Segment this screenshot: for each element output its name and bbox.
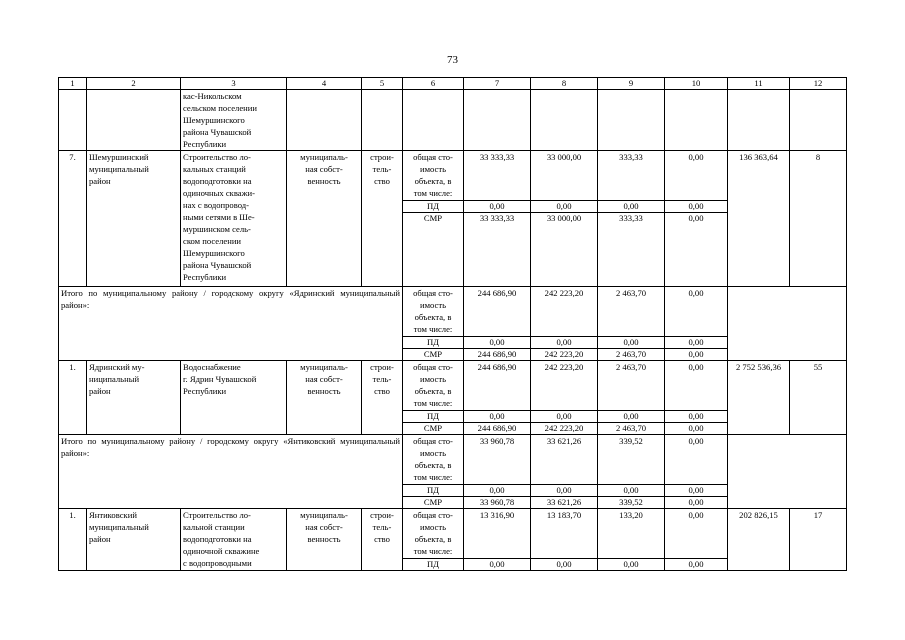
ownership-cell: муниципаль- ная собст- венность — [287, 151, 362, 287]
cost-label: общая сто- имость объекта, в том числе: — [403, 361, 464, 411]
header-cell: 4 — [287, 78, 362, 90]
value-cell: 8 — [790, 151, 847, 287]
value-cell: 0,00 — [665, 201, 728, 213]
value-cell: 33 960,78 — [464, 497, 531, 509]
object-name-cell: Строительство ло- кальной станции водоподготовки на одиночной скважине с водопроводными — [181, 509, 287, 571]
table-row — [59, 435, 847, 485]
value-cell: 202 826,15 — [728, 509, 790, 571]
value-cell: 33 333,33 — [464, 213, 531, 287]
value-cell: 333,33 — [598, 151, 665, 201]
value-cell: 244 686,90 — [464, 423, 531, 435]
row-number: 1. — [59, 361, 87, 435]
value-cell: 339,52 — [598, 435, 665, 485]
work-type-cell: строи- тель- ство — [362, 361, 403, 435]
value-cell: 2 463,70 — [598, 349, 665, 361]
value-cell: 0,00 — [531, 559, 598, 571]
cost-label: ПД — [403, 337, 464, 349]
value-cell: 33 000,00 — [531, 151, 598, 201]
header-cell: 5 — [362, 78, 403, 90]
header-cell: 3 — [181, 78, 287, 90]
value-cell: 136 363,64 — [728, 151, 790, 287]
value-cell: 0,00 — [598, 337, 665, 349]
ownership-cell: муниципаль- ная собст- венность — [287, 361, 362, 435]
value-cell: 33 333,33 — [464, 151, 531, 201]
value-cell: 242 223,20 — [531, 287, 598, 337]
cost-label: общая сто- имость объекта, в том числе: — [403, 287, 464, 337]
investment-table — [58, 77, 847, 571]
total-label: Итого по муниципальному району / городскому округу «Янтиковский муниципальный район»: — [59, 435, 403, 509]
row-number: 7. — [59, 151, 87, 287]
work-type-cell: строи- тель- ство — [362, 509, 403, 571]
value-cell: 2 752 536,36 — [728, 361, 790, 435]
header-cell: 12 — [790, 78, 847, 90]
object-name-cell: Водоснабжение г. Ядрин Чувашской Республики — [181, 361, 287, 435]
work-type-cell: строи- тель- ство — [362, 151, 403, 287]
value-cell: 0,00 — [464, 485, 531, 497]
value-cell: 0,00 — [531, 485, 598, 497]
value-cell: 2 463,70 — [598, 287, 665, 337]
value-cell: 0,00 — [665, 287, 728, 337]
cost-label: общая сто- имость объекта, в том числе: — [403, 435, 464, 485]
value-cell: 0,00 — [531, 201, 598, 213]
value-cell: 339,52 — [598, 497, 665, 509]
header-cell: 1 — [59, 78, 87, 90]
table-row — [59, 90, 847, 151]
value-cell: 0,00 — [598, 201, 665, 213]
value-cell: 0,00 — [531, 337, 598, 349]
cost-label: СМР — [403, 423, 464, 435]
value-cell: 244 686,90 — [464, 361, 531, 411]
table-row — [59, 361, 847, 411]
table-row — [59, 287, 847, 337]
value-cell: 13 316,90 — [464, 509, 531, 559]
cost-label: ПД — [403, 559, 464, 571]
header-cell: 6 — [403, 78, 464, 90]
value-cell: 244 686,90 — [464, 287, 531, 337]
value-cell: 0,00 — [464, 337, 531, 349]
value-cell: 242 223,20 — [531, 349, 598, 361]
cost-label: СМР — [403, 497, 464, 509]
row-number: 1. — [59, 509, 87, 571]
value-cell: 242 223,20 — [531, 423, 598, 435]
value-cell: 2 463,70 — [598, 423, 665, 435]
table-row — [59, 151, 847, 201]
header-cell: 8 — [531, 78, 598, 90]
cost-label: ПД — [403, 411, 464, 423]
header-cell: 2 — [87, 78, 181, 90]
cost-label: ПД — [403, 201, 464, 213]
district-cell: Шемуршинский муниципальный район — [87, 151, 181, 287]
header-cell: 9 — [598, 78, 665, 90]
cost-label: общая сто- имость объекта, в том числе: — [403, 509, 464, 559]
value-cell: 244 686,90 — [464, 349, 531, 361]
header-cell: 7 — [464, 78, 531, 90]
value-cell: 0,00 — [665, 559, 728, 571]
value-cell: 0,00 — [665, 411, 728, 423]
value-cell: 0,00 — [598, 411, 665, 423]
value-cell: 0,00 — [598, 485, 665, 497]
value-cell: 0,00 — [665, 349, 728, 361]
value-cell: 0,00 — [665, 337, 728, 349]
value-cell: 0,00 — [464, 201, 531, 213]
value-cell: 0,00 — [665, 497, 728, 509]
value-cell: 17 — [790, 509, 847, 571]
cost-label: СМР — [403, 213, 464, 287]
total-label: Итого по муниципальному району / городскому округу «Ядринский муниципальный район»: — [59, 287, 403, 361]
value-cell: 0,00 — [665, 435, 728, 485]
value-cell: 0,00 — [665, 213, 728, 287]
header-cell: 11 — [728, 78, 790, 90]
value-cell: 0,00 — [464, 411, 531, 423]
value-cell: 0,00 — [665, 509, 728, 559]
value-cell: 33 621,26 — [531, 435, 598, 485]
header-cell: 10 — [665, 78, 728, 90]
cost-label: общая сто- имость объекта, в том числе: — [403, 151, 464, 201]
page-number: 73 — [447, 54, 458, 66]
cost-label: СМР — [403, 349, 464, 361]
value-cell: 13 183,70 — [531, 509, 598, 559]
value-cell: 0,00 — [598, 559, 665, 571]
object-name-cell: кас-Никольском сельском поселении Шемуршинского района Чувашской Республики — [181, 90, 287, 151]
cost-label: ПД — [403, 485, 464, 497]
value-cell: 33 960,78 — [464, 435, 531, 485]
district-cell: Янтиковский муниципальный район — [87, 509, 181, 571]
value-cell: 133,20 — [598, 509, 665, 559]
value-cell: 0,00 — [464, 559, 531, 571]
value-cell: 55 — [790, 361, 847, 435]
value-cell: 0,00 — [665, 423, 728, 435]
table-row — [59, 509, 847, 559]
value-cell: 0,00 — [531, 411, 598, 423]
district-cell: Ядринский му- ниципальный район — [87, 361, 181, 435]
value-cell: 333,33 — [598, 213, 665, 287]
value-cell: 0,00 — [665, 151, 728, 201]
value-cell: 242 223,20 — [531, 361, 598, 411]
value-cell: 2 463,70 — [598, 361, 665, 411]
value-cell: 33 621,26 — [531, 497, 598, 509]
value-cell: 0,00 — [665, 485, 728, 497]
header-row — [59, 78, 847, 90]
value-cell: 0,00 — [665, 361, 728, 411]
value-cell: 33 000,00 — [531, 213, 598, 287]
ownership-cell: муниципаль- ная собст- венность — [287, 509, 362, 571]
object-name-cell: Строительство ло- кальных станций водоподготовки на одиночных скважи- нах с водопровод- ными сетями в Ше- муршинском сель- ском поселении Шемуршинского района Чувашской Республики — [181, 151, 287, 287]
